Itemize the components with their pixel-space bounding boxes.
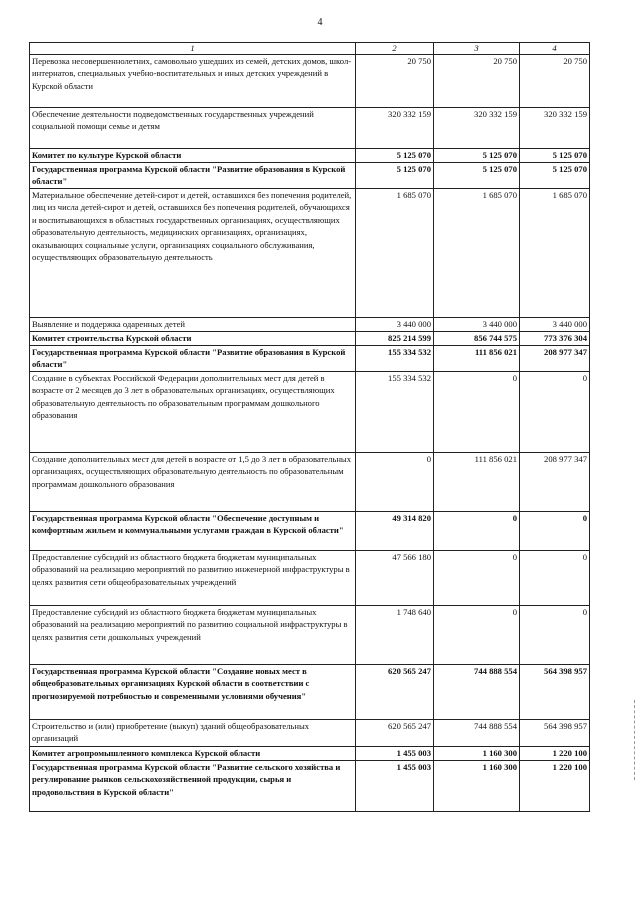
table-row bbox=[30, 606, 590, 665]
row-value-col3: 856 744 575 bbox=[434, 332, 520, 346]
row-value-col4: 208 977 347 bbox=[520, 346, 590, 372]
row-value-col4: 5 125 070 bbox=[520, 163, 590, 189]
row-description: Создание в субъектах Российской Федерации дополнительных мест для детей в возрасте от 2 месяцев до 3 лет в образовательных организациях, осуществляющих образовательную деятельность по образовательным программам дошкольного образования bbox=[30, 372, 356, 453]
row-value-col2: 1 455 003 bbox=[356, 747, 434, 761]
table-row bbox=[30, 55, 590, 108]
row-value-col2: 49 314 820 bbox=[356, 512, 434, 551]
row-value-col4: 1 220 100 bbox=[520, 747, 590, 761]
row-value-col3: 0 bbox=[434, 606, 520, 665]
table-row bbox=[30, 551, 590, 606]
row-description: Комитет агропромышленного комплекса Курской области bbox=[30, 747, 356, 761]
row-description: Государственная программа Курской области "Развитие сельского хозяйства и регулирование рынков сельскохозяйственной продукции, сырья и продовольствия в Курской области" bbox=[30, 761, 356, 812]
row-value-col3: 320 332 159 bbox=[434, 108, 520, 149]
row-value-col4: 208 977 347 bbox=[520, 453, 590, 512]
row-value-col3: 5 125 070 bbox=[434, 163, 520, 189]
table-row bbox=[30, 332, 590, 346]
table-row bbox=[30, 453, 590, 512]
row-value-col3: 744 888 554 bbox=[434, 720, 520, 747]
row-value-col4: 5 125 070 bbox=[520, 149, 590, 163]
row-value-col3: 0 bbox=[434, 551, 520, 606]
row-value-col3: 20 750 bbox=[434, 55, 520, 108]
row-value-col2: 155 334 532 bbox=[356, 372, 434, 453]
row-value-col2: 155 334 532 bbox=[356, 346, 434, 372]
row-description: Выявление и поддержка одаренных детей bbox=[30, 318, 356, 332]
row-value-col4: 0 bbox=[520, 372, 590, 453]
table-row bbox=[30, 346, 590, 372]
row-value-col3: 111 856 021 bbox=[434, 453, 520, 512]
table-row bbox=[30, 189, 590, 318]
row-value-col2: 20 750 bbox=[356, 55, 434, 108]
row-description: Государственная программа Курской области "Создание новых мест в общеобразовательных организациях Курской области в соответствии с прогнозируемой потребностью и современными условиями обучения" bbox=[30, 665, 356, 720]
row-value-col2: 1 748 640 bbox=[356, 606, 434, 665]
row-value-col4: 320 332 159 bbox=[520, 108, 590, 149]
row-value-col2: 5 125 070 bbox=[356, 149, 434, 163]
row-value-col2: 1 455 003 bbox=[356, 761, 434, 812]
row-description: Обеспечение деятельности подведомственных государственных учреждений социальной помощи семье и детям bbox=[30, 108, 356, 149]
table-row bbox=[30, 761, 590, 812]
table-row bbox=[30, 149, 590, 163]
row-value-col3: 5 125 070 bbox=[434, 149, 520, 163]
table-body bbox=[30, 55, 590, 812]
row-value-col4: 564 398 957 bbox=[520, 665, 590, 720]
row-value-col4: 20 750 bbox=[520, 55, 590, 108]
row-description: Комитет по культуре Курской области bbox=[30, 149, 356, 163]
row-description: Комитет строительства Курской области bbox=[30, 332, 356, 346]
row-value-col2: 620 565 247 bbox=[356, 665, 434, 720]
row-description: Предоставление субсидий из областного бюджета бюджетам муниципальных образований на реализацию мероприятий по развитию инженерной инфраструктуры в целях развития сети общеобразовательных учреждений bbox=[30, 551, 356, 606]
row-description: Государственная программа Курской области "Обеспечение доступным и комфортным жильем и коммунальными услугами граждан в Курской области" bbox=[30, 512, 356, 551]
row-value-col2: 3 440 000 bbox=[356, 318, 434, 332]
row-value-col4: 0 bbox=[520, 606, 590, 665]
row-description: Создание дополнительных мест для детей в возрасте от 1,5 до 3 лет в образовательных организациях, осуществляющих образовательную деятельность по образовательным программам дошкольного образования bbox=[30, 453, 356, 512]
scan-edge-mark bbox=[634, 700, 636, 780]
table-row bbox=[30, 747, 590, 761]
row-description: Государственная программа Курской области "Развитие образования в Курской области" bbox=[30, 346, 356, 372]
row-value-col3: 1 160 300 bbox=[434, 747, 520, 761]
table-row bbox=[30, 372, 590, 453]
row-value-col2: 5 125 070 bbox=[356, 163, 434, 189]
row-value-col4: 773 376 304 bbox=[520, 332, 590, 346]
row-value-col4: 3 440 000 bbox=[520, 318, 590, 332]
table-row bbox=[30, 318, 590, 332]
budget-table bbox=[29, 42, 590, 812]
row-value-col4: 564 398 957 bbox=[520, 720, 590, 747]
row-value-col4: 1 220 100 bbox=[520, 761, 590, 812]
column-header-1: 1 bbox=[30, 43, 356, 55]
row-description: Строительство и (или) приобретение (выкуп) зданий общеобразовательных организаций bbox=[30, 720, 356, 747]
table-row bbox=[30, 665, 590, 720]
row-value-col4: 0 bbox=[520, 551, 590, 606]
table-row bbox=[30, 720, 590, 747]
row-value-col3: 0 bbox=[434, 512, 520, 551]
page-number: 4 bbox=[317, 17, 323, 28]
column-header-3: 3 bbox=[434, 43, 520, 55]
row-value-col4: 0 bbox=[520, 512, 590, 551]
row-value-col3: 3 440 000 bbox=[434, 318, 520, 332]
row-value-col3: 1 685 070 bbox=[434, 189, 520, 318]
row-value-col4: 1 685 070 bbox=[520, 189, 590, 318]
column-header-4: 4 bbox=[520, 43, 590, 55]
column-header-2: 2 bbox=[356, 43, 434, 55]
row-value-col3: 111 856 021 bbox=[434, 346, 520, 372]
row-value-col2: 620 565 247 bbox=[356, 720, 434, 747]
row-value-col2: 320 332 159 bbox=[356, 108, 434, 149]
row-description: Материальное обеспечение детей-сирот и детей, оставшихся без попечения родителей, лиц из числа детей-сирот и детей, оставшихся без попечения родителей, обучающихся и воспитывающихся в областных государственных организациях, осуществляющих образовательную деятельность, медицинских организациях, организациях, оказывающих социальные услуги, организациях социального обслуживания, осуществляющих образовательную деятельность bbox=[30, 189, 356, 318]
table-row bbox=[30, 108, 590, 149]
row-value-col2: 0 bbox=[356, 453, 434, 512]
row-value-col2: 1 685 070 bbox=[356, 189, 434, 318]
table-header-row bbox=[30, 43, 590, 55]
table-row bbox=[30, 512, 590, 551]
row-description: Предоставление субсидий из областного бюджета бюджетам муниципальных образований на реализацию мероприятий по развитию социальной инфраструктуры в целях развития сети дошкольных учреждений bbox=[30, 606, 356, 665]
row-value-col3: 0 bbox=[434, 372, 520, 453]
row-value-col3: 744 888 554 bbox=[434, 665, 520, 720]
table-row bbox=[30, 163, 590, 189]
row-description: Государственная программа Курской области "Развитие образования в Курской области" bbox=[30, 163, 356, 189]
row-description: Перевозка несовершеннолетних, самовольно ушедших из семей, детских домов, школ-интернатов, специальных учебно-воспитательных и иных детских учреждений в Курской области bbox=[30, 55, 356, 108]
row-value-col3: 1 160 300 bbox=[434, 761, 520, 812]
row-value-col2: 47 566 180 bbox=[356, 551, 434, 606]
row-value-col2: 825 214 599 bbox=[356, 332, 434, 346]
